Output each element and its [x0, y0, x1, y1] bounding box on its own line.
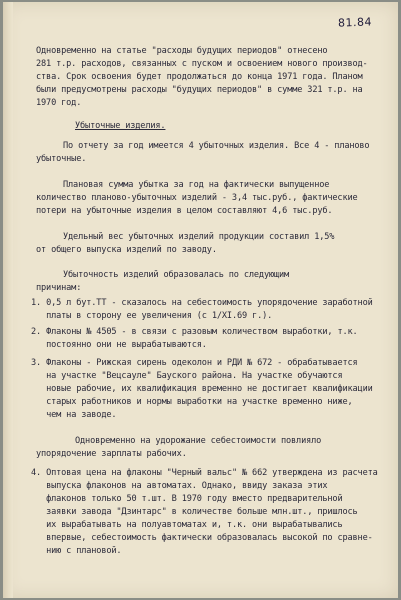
section-heading: Убыточные изделия. — [75, 121, 166, 131]
paragraph-6-line: упорядочение зарплаты рабочих. — [36, 449, 187, 459]
paragraph-3-line: количество планово-убыточных изделий - 3,4 тыс.руб., фактические — [36, 193, 358, 203]
paragraph-6-line: Одновременно на удорожание себестоимости повлияло — [75, 436, 322, 446]
paragraph-2-line: убыточные. — [36, 154, 87, 164]
paragraph-3-line: Плановая сумма убытка за год на фактически выпущенное — [63, 180, 330, 190]
list-item-4-line: впервые, себестоимость фактически образовалась высокой по сравне- — [31, 533, 373, 543]
paragraph-1-line: были предусмотрены расходы "будущих периодов" в сумме 321 т.р. на — [36, 85, 363, 95]
list-item-1-line: платы в сторону ее увеличения (с 1/XI.69 г.). — [31, 311, 273, 321]
page-binding-edge — [3, 2, 13, 598]
list-item-3-line: на участке "Вецсауле" Бауского района. На участке обучаются — [31, 371, 343, 381]
paragraph-1-line: Одновременно на статье "расходы будущих периодов" отнесено — [36, 46, 328, 56]
archive-number: 81.84 — [337, 15, 373, 30]
list-item-3-line: 3. Флаконы - Рижская сирень одеколон и РДИ № 672 - обрабатывается — [31, 358, 358, 368]
paragraph-5-line: причинам: — [36, 283, 82, 293]
paragraph-4-line: от общего выпуска изделий по заводу. — [36, 245, 217, 255]
list-item-4-line: их вырабатывать на полуавтоматах и, т.к. они вырабатывались — [31, 520, 343, 530]
list-item-1-line: 1. 0,5 л бут.ТТ - сказалось на себестоимость упорядочение заработной — [31, 298, 373, 308]
paragraph-1-line: ства. Срок освоения будет продолжаться до конца 1971 года. Планом — [36, 72, 363, 82]
paragraph-1-line: 281 т.р. расходов, связанных с пуском и освоением нового производ- — [36, 59, 368, 69]
list-item-4-line: нию с плановой. — [31, 546, 122, 556]
list-item-4-line: заявки завода "Дзинтарс" в количестве больше млн.шт., пришлось — [31, 507, 358, 517]
paragraph-4-line: Удельный вес убыточных изделий продукции составил 1,5% — [63, 232, 335, 242]
list-item-3-line: старых работников и нормы выработки на участке временно ниже, — [31, 397, 353, 407]
list-item-4-line: 4. Оптовая цена на флаконы "Черный вальс" № 662 утверждена из расчета — [31, 468, 378, 478]
document-page — [3, 2, 398, 598]
list-item-3-line: чем на заводе. — [31, 410, 117, 420]
paragraph-5-line: Убыточность изделий образовалась по следующим — [63, 270, 290, 280]
paragraph-2-line: По отчету за год имеется 4 убыточных изделия. Все 4 - планово — [63, 141, 370, 151]
paragraph-3-line: потери на убыточные изделия в целом составляют 4,6 тыс.руб. — [36, 206, 333, 216]
paragraph-1-line: 1970 год. — [36, 98, 82, 108]
list-item-4-line: выпуска флаконов на автоматах. Однако, ввиду заказа этих — [31, 481, 328, 491]
list-item-4-line: флаконов только 50 т.шт. В 1970 году вместо предварительной — [31, 494, 343, 504]
list-item-3-line: новые рабочие, их квалификация временно не достигает квалификации — [31, 384, 373, 394]
list-item-2-line: постоянно они не вырабатываются. — [31, 340, 207, 350]
list-item-2-line: 2. Флаконы № 4505 - в связи с разовым количеством выработки, т.к. — [31, 327, 358, 337]
